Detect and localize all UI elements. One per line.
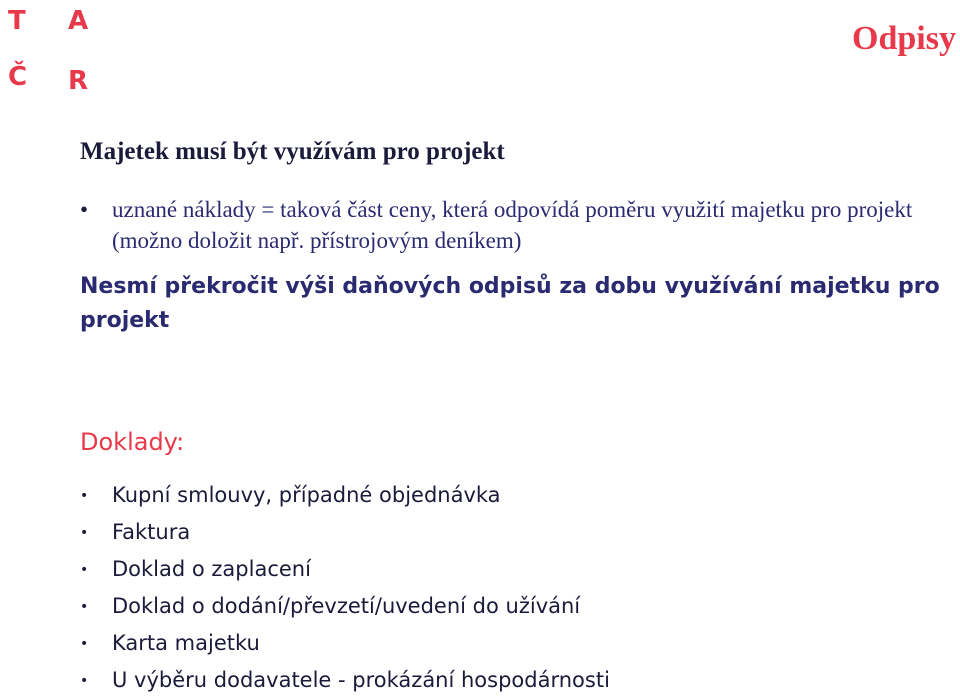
main-content bbox=[80, 130, 950, 338]
conditions-list bbox=[80, 194, 950, 256]
page-title: Odpisy bbox=[852, 20, 956, 57]
logo-letter-t: T bbox=[8, 6, 26, 36]
list-item: • uznané náklady = taková část ceny, která odpovídá poměru využití majetku pro projekt (možno doložit např. přístrojovým deníkem) bbox=[80, 194, 950, 256]
list-item: • Kupní smlouvy, případné objednávka bbox=[80, 477, 610, 514]
logo-letter-a: A bbox=[68, 6, 89, 36]
documents-list bbox=[80, 477, 610, 699]
tacr-logo bbox=[6, 6, 96, 96]
logo-letter-c: Č bbox=[8, 62, 28, 92]
limit-statement: Nesmí překročit výši daňových odpisů za dobu využívání majetku pro projekt bbox=[80, 274, 940, 333]
list-item: • Doklad o dodání/převzetí/uvedení do užívání bbox=[80, 588, 610, 625]
list-item: • Karta majetku bbox=[80, 625, 610, 662]
section-heading: Majetek musí být využívám pro projekt bbox=[80, 138, 505, 165]
documents-heading: Doklady: bbox=[80, 428, 185, 456]
list-item: • Doklad o zaplacení bbox=[80, 551, 610, 588]
list-item: • U výběru dodavatele - prokázání hospodárnosti bbox=[80, 662, 610, 699]
logo-letter-r: R bbox=[68, 66, 89, 96]
list-item: • Faktura bbox=[80, 514, 610, 551]
